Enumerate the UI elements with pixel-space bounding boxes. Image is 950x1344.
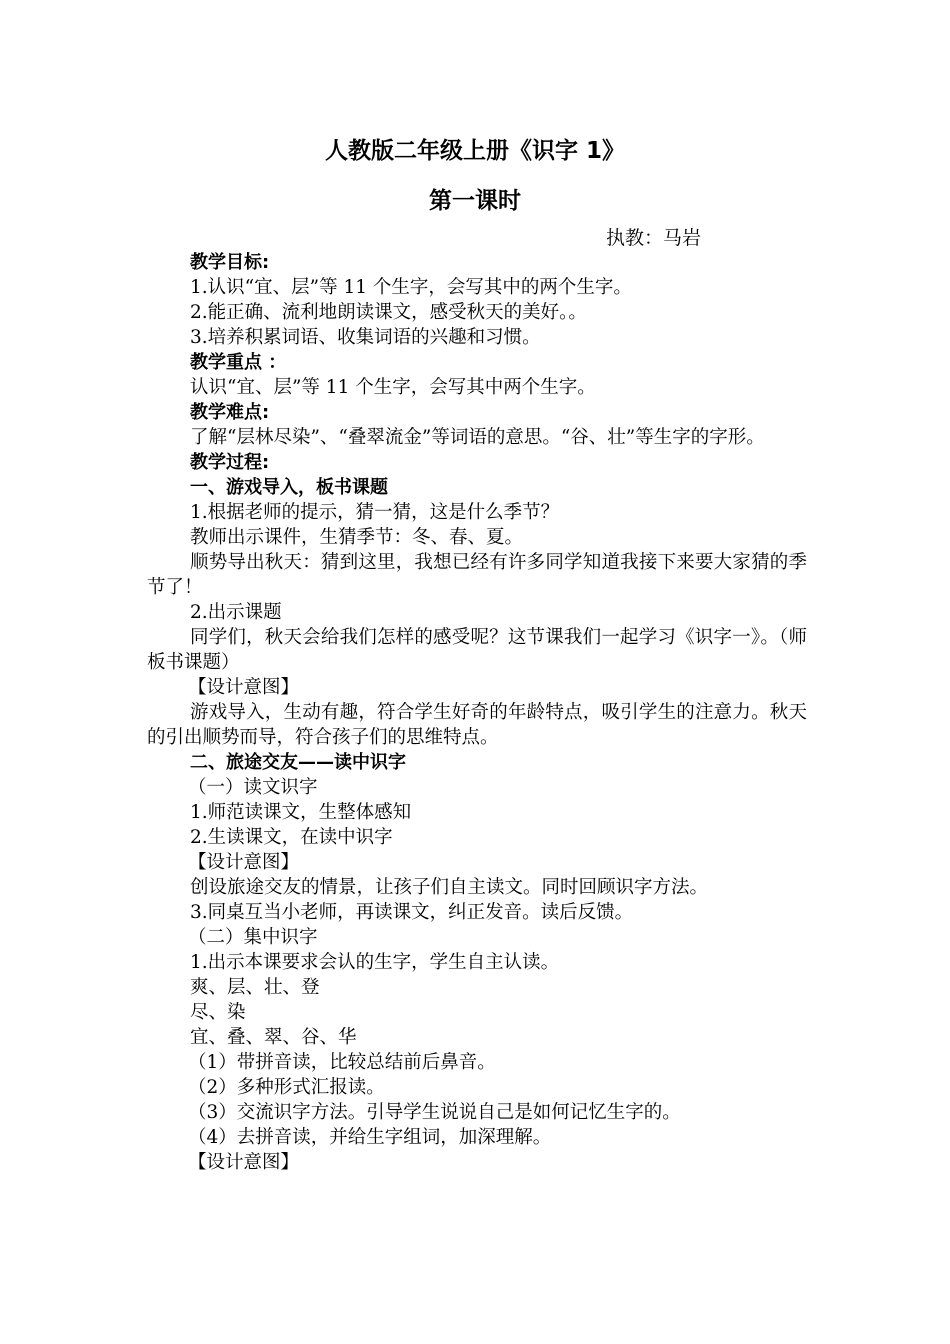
paragraph: 3.同桌互当小老师，再读课文，纠正发音。读后反馈。 — [190, 902, 634, 923]
paragraph: 1.根据老师的提示，猜一猜，这是什么季节？ — [190, 502, 560, 523]
paragraph: （2）多种形式汇报读。 — [188, 1077, 385, 1098]
paragraph: 【设计意图】 — [188, 852, 300, 873]
document-subtitle: 第一课时 — [429, 188, 521, 214]
section-heading: 教学过程: — [190, 452, 270, 473]
paragraph: 2.出示课题 — [190, 602, 282, 623]
paragraph: 【设计意图】 — [188, 1152, 300, 1173]
paragraph: 创设旅途交友的情景，让孩子们自主读文。同时回顾识字方法。 — [190, 877, 709, 898]
paragraph: （1）带拼音读，比较总结前后鼻音。 — [188, 1052, 496, 1073]
section-heading: 教学难点: — [190, 402, 270, 423]
paragraph: 1.认识“宜、层”等 11 个生字，会写其中的两个生字。 — [190, 277, 632, 298]
section-heading: 教学重点 ： — [190, 352, 287, 373]
section-heading: 教学目标: — [190, 252, 270, 273]
paragraph: 同学们，秋天会给我们怎样的感受呢？这节课我们一起学习《识字一》。（师板书课题） — [147, 627, 807, 673]
paragraph: 1.出示本课要求会认的生字，学生自主认读。 — [190, 952, 560, 973]
paragraph: 教师出示课件，生猜季节：冬、春、夏。 — [190, 527, 524, 548]
paragraph: 顺势导出秋天：猜到这里，我想已经有许多同学知道我接下来要大家猜的季节了！ — [147, 552, 807, 598]
paragraph: 3.培养积累词语、收集词语的兴趣和习惯。 — [190, 327, 541, 348]
paragraph: （4）去拼音读，并给生字组词，加深理解。 — [188, 1127, 552, 1148]
paragraph: 2.生读课文，在读中识字 — [190, 827, 393, 848]
paragraph: 尽、染 — [190, 1002, 246, 1023]
paragraph: 爽、层、壮、登 — [190, 977, 320, 998]
paragraph: （一）读文识字 — [188, 777, 318, 798]
paragraph: （3）交流识字方法。引导学生说说自己是如何记忆生字的。 — [188, 1102, 681, 1123]
paragraph: 认识“宜、层”等 11 个生字，会写其中两个生字。 — [190, 377, 596, 398]
paragraph: 2.能正确、流利地朗读课文，感受秋天的美好。。 — [190, 302, 587, 323]
document-title: 人教版二年级上册《识字 1》 — [324, 138, 625, 164]
paragraph: 了解“层林尽染”、“叠翠流金”等词语的意思。“谷、壮”等生字的字形。 — [190, 427, 765, 448]
paragraph: 游戏导入，生动有趣，符合学生好奇的年龄特点，吸引学生的注意力。秋天的引出顺势而导，符合孩子们的思维特点。 — [147, 702, 807, 748]
document-body — [147, 250, 807, 1175]
teacher-line: 执教：马岩 — [606, 227, 702, 249]
paragraph: （二）集中识字 — [188, 927, 318, 948]
paragraph: 1.师范读课文，生整体感知 — [190, 802, 412, 823]
section-heading: 一、游戏导入，板书课题 — [190, 477, 388, 498]
paragraph: 【设计意图】 — [188, 677, 300, 698]
paragraph: 宜、叠、翠、谷、华 — [190, 1027, 357, 1048]
section-heading: 二、旅途交友——读中识字 — [190, 752, 406, 773]
